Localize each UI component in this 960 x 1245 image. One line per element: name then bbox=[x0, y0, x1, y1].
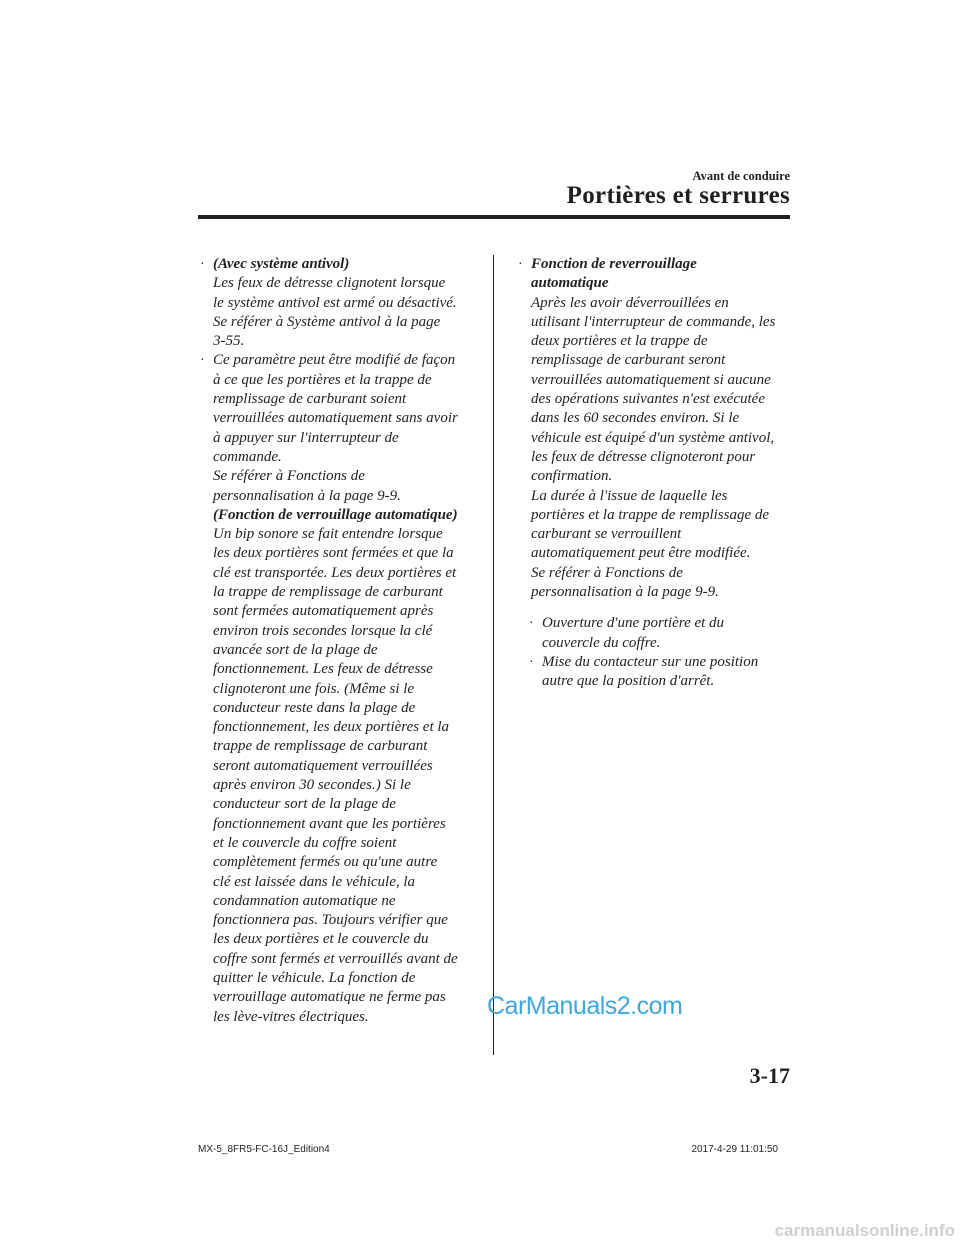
text-line: personnalisation à la page 9-9. bbox=[213, 487, 401, 504]
text-line: autre que la position d'arrêt. bbox=[542, 673, 715, 690]
text-line: trappe de remplissage de carburant bbox=[213, 738, 428, 755]
text-line: confirmation. bbox=[531, 468, 613, 485]
item-title: Fonction de reverrouillage bbox=[531, 256, 697, 272]
right-column bbox=[516, 255, 792, 692]
text-line: clignoteront une fois. (Même si le bbox=[213, 680, 415, 697]
text-line: avancée sort de la plage de bbox=[213, 641, 378, 658]
item-subtitle: (Fonction de verrouillage automatique) bbox=[213, 506, 458, 523]
text-line: la trappe de remplissage de carburant bbox=[213, 584, 443, 601]
text-line: fonctionnement avant que les portières bbox=[213, 815, 446, 832]
text-line: Se référer à Fonctions de bbox=[213, 468, 365, 485]
item-title: automatique bbox=[531, 275, 609, 292]
column-divider bbox=[493, 255, 494, 1055]
text-line: couvercle du coffre. bbox=[542, 634, 661, 651]
list-item bbox=[198, 351, 483, 1026]
text-line: Un bip sonore se fait entendre lorsque bbox=[213, 526, 443, 543]
text-line: après environ 30 secondes.) Si le bbox=[213, 777, 411, 794]
text-line: clé est transportée. Les deux portières et bbox=[213, 564, 457, 581]
text-line: verrouillées automatiquement sans avoir bbox=[213, 410, 458, 427]
section-label: Avant de conduire bbox=[692, 169, 790, 183]
text-line: fonctionnera pas. Toujours vérifier que bbox=[213, 912, 448, 929]
text-line: les deux portières et le couvercle du bbox=[213, 931, 429, 948]
footer-doc-id: MX-5_8FR5-FC-16J_Edition4 bbox=[198, 1144, 330, 1155]
text-line: verrouillées automatiquement si aucune bbox=[531, 371, 771, 388]
text-line: les feux de détresse clignoteront pour bbox=[531, 448, 756, 465]
text-line: carburant se verrouillent bbox=[531, 526, 682, 543]
text-line: seront automatiquement verrouillées bbox=[213, 757, 433, 774]
text-line: personnalisation à la page 9-9. bbox=[531, 584, 719, 601]
text-line: et le couvercle du coffre soient bbox=[213, 834, 397, 851]
text-line: Après les avoir déverrouillées en bbox=[531, 294, 729, 311]
watermark-logo: CarManuals2.com bbox=[487, 992, 683, 1020]
text-line: portières et la trappe de remplissage de bbox=[531, 506, 770, 523]
item-title: (Avec système antivol) bbox=[213, 256, 350, 272]
site-footer-link[interactable]: carmanualsonline.info bbox=[774, 1221, 955, 1240]
footer-timestamp: 2017-4-29 11:01:50 bbox=[691, 1144, 778, 1155]
text-line: véhicule est équipé d'un système antivol, bbox=[531, 429, 775, 446]
text-line: clé est laissée dans le véhicule, la bbox=[213, 873, 416, 890]
text-line: conducteur sort de la plage de bbox=[213, 796, 396, 813]
sub-list bbox=[516, 614, 792, 691]
text-line: quitter le véhicule. La fonction de bbox=[213, 969, 416, 986]
bullet-icon: · bbox=[518, 257, 523, 272]
sub-list-item bbox=[516, 614, 792, 653]
text-line: utilisant l'interrupteur de commande, les bbox=[531, 313, 776, 330]
text-line: coffre sont fermés et verrouillés avant de bbox=[213, 950, 458, 967]
text-line: à appuyer sur l'interrupteur de bbox=[213, 429, 399, 446]
left-column bbox=[198, 255, 483, 1027]
page-title: Portières et serrures bbox=[566, 182, 790, 209]
text-line: environ trois secondes lorsque la clé bbox=[213, 622, 433, 639]
text-line: les deux portières sont fermées et que la bbox=[213, 545, 454, 562]
sub-list-item bbox=[516, 653, 792, 692]
text-line: des opérations suivantes n'est exécutée bbox=[531, 391, 765, 408]
text-line: fonctionnement. Les feux de détresse bbox=[213, 661, 433, 678]
text-line: La durée à l'issue de laquelle les bbox=[531, 487, 728, 504]
text-line: sont fermées automatiquement après bbox=[213, 603, 434, 620]
text-line: deux portières et la trappe de bbox=[531, 333, 708, 350]
text-line: Se référer à Système antivol à la page bbox=[213, 313, 441, 330]
text-line: Mise du contacteur sur une position bbox=[542, 653, 759, 670]
bullet-icon: · bbox=[529, 654, 534, 670]
text-line: Les feux de détresse clignotent lorsque bbox=[213, 275, 446, 292]
header-rule bbox=[198, 215, 790, 219]
text-line: dans les 60 secondes environ. Si le bbox=[531, 410, 740, 427]
bullet-icon: · bbox=[200, 353, 205, 369]
bullet-icon: · bbox=[200, 257, 205, 272]
text-line: complètement fermés ou qu'une autre bbox=[213, 854, 438, 871]
text-line: Ce paramètre peut être modifié de façon bbox=[213, 352, 456, 369]
text-line: remplissage de carburant soient bbox=[213, 391, 407, 408]
list-item bbox=[198, 255, 483, 351]
text-line: fonctionnement, les deux portières et la bbox=[213, 719, 450, 736]
page-number: 3-17 bbox=[749, 1063, 790, 1088]
list-item bbox=[516, 255, 792, 602]
text-line: condamnation automatique ne bbox=[213, 892, 396, 909]
text-line: Ouverture d'une portière et du bbox=[542, 615, 725, 632]
text-line: Se référer à Fonctions de bbox=[531, 564, 683, 581]
text-line: automatiquement peut être modifiée. bbox=[531, 545, 751, 562]
text-line: 3-55. bbox=[213, 333, 245, 350]
bullet-icon: · bbox=[529, 616, 534, 632]
text-line: remplissage de carburant seront bbox=[531, 352, 726, 369]
text-line: verrouillage automatique ne ferme pas bbox=[213, 989, 446, 1006]
text-line: les lève-vitres électriques. bbox=[213, 1008, 369, 1025]
text-line: le système antivol est armé ou désactivé. bbox=[213, 294, 457, 311]
text-line: conducteur reste dans la plage de bbox=[213, 699, 416, 716]
text-line: à ce que les portières et la trappe de bbox=[213, 371, 432, 388]
text-line: commande. bbox=[213, 448, 282, 465]
